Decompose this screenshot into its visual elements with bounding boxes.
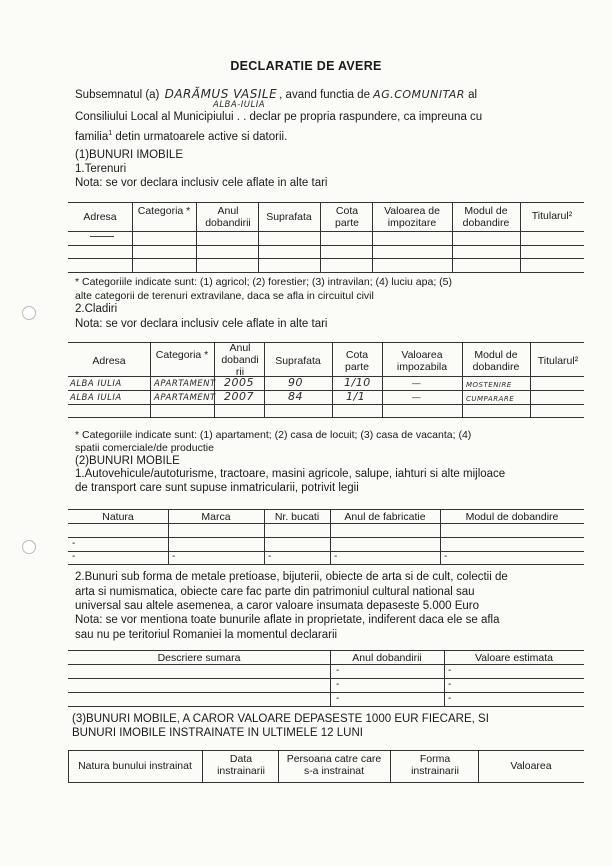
vehicles-col-modul: Modul de dobandire bbox=[465, 511, 559, 523]
alienated-col-persoana: Persoana catre care s-a instrainat bbox=[286, 753, 382, 777]
building-row2-cota: 1/1 bbox=[346, 390, 366, 403]
intro-family: familia bbox=[75, 130, 109, 143]
building-row1-categoria: APARTAMENT bbox=[154, 379, 216, 389]
land-table bbox=[68, 202, 584, 274]
section2-sub2-line4: Nota: se vor mentiona toate bunurile aflate in proprietate, indiferent daca ele se afla bbox=[75, 614, 500, 626]
vehicles-dash-6: - bbox=[444, 551, 448, 562]
building-table bbox=[68, 342, 584, 418]
valuables-dash-5: - bbox=[336, 693, 340, 704]
land-col-valoarea: Valoarea de impozitare bbox=[384, 205, 440, 229]
section3-heading-line2: BUNURI IMOBILE INSTRAINATE IN ULTIMELE 12 LUNI bbox=[72, 727, 363, 739]
punch-hole-top bbox=[22, 306, 36, 320]
vehicles-dash-5: - bbox=[334, 551, 338, 562]
section1-cladiri: 2.Cladiri bbox=[75, 303, 118, 315]
building-col-valoarea: Valoarea impozabila bbox=[396, 349, 448, 373]
valuables-dash-6: - bbox=[448, 693, 452, 704]
vehicles-table bbox=[68, 509, 584, 565]
document-title: DECLARATIE DE AVERE bbox=[230, 59, 382, 73]
land-col-suprafata: Suprafata bbox=[266, 211, 312, 223]
section1-terenuri: 1.Terenuri bbox=[75, 163, 127, 175]
building-row2-adresa: ALBA IULIA bbox=[70, 393, 122, 403]
council-name: ALBA-IULIA bbox=[213, 100, 266, 110]
land-footnote-1: * Categoriile indicate sunt: (1) agricol; (2) forestier; (3) intravilan; (4) luciu apa; (5) bbox=[75, 276, 452, 288]
valuables-col-anul: Anul dobandirii bbox=[352, 652, 422, 664]
vehicles-dash-1: - bbox=[72, 538, 76, 549]
punch-hole-bottom bbox=[22, 540, 36, 554]
alienated-col-data: Data instrainarii bbox=[217, 753, 265, 777]
intro-prefix: Subsemnatul (a) bbox=[75, 89, 160, 101]
valuables-dash-4: - bbox=[448, 679, 452, 690]
section2-sub1-line2: de transport care sunt supuse inmatricularii, potrivit legii bbox=[75, 482, 359, 494]
vehicles-col-nr: Nr. bucati bbox=[274, 511, 320, 523]
declarant-name: DARĂMUS VASILE bbox=[164, 87, 278, 101]
land-col-modul: Modul de dobandire bbox=[462, 205, 510, 229]
vehicles-dash-2: - bbox=[72, 551, 76, 562]
intro-suffix: al bbox=[468, 89, 478, 101]
valuables-dash-3: - bbox=[336, 679, 340, 690]
building-footnote-1: * Categoriile indicate sunt: (1) apartament; (2) casa de locuit; (3) casa de vacanta; (4) bbox=[75, 429, 472, 441]
vehicles-dash-4: - bbox=[268, 551, 272, 562]
building-row1-valoarea: — bbox=[412, 378, 421, 388]
building-col-cota: Cota parte bbox=[345, 349, 369, 373]
building-row1-adresa: ALBA IULIA bbox=[70, 379, 122, 389]
building-col-anul: Anul dobandi rii bbox=[221, 342, 259, 378]
building-footnote-2: spatii comerciale/de productie bbox=[75, 442, 214, 454]
vehicles-col-anul: Anul de fabricatie bbox=[344, 511, 426, 523]
section2-sub2-line1: 2.Bunuri sub forma de metale pretioase, bijuterii, obiecte de arta si de cult, colectii de bbox=[75, 571, 508, 583]
valuables-col-descriere: Descriere sumara bbox=[157, 652, 241, 664]
section1-note2: Nota: se vor declara inclusiv cele aflate in alte tari bbox=[75, 318, 328, 330]
land-col-titularul: Titularul² bbox=[531, 210, 573, 222]
section2-sub2-line2: arta si numismatica, obiecte care fac parte din patrimoniul cultural national sau bbox=[75, 586, 475, 598]
vehicles-col-natura: Natura bbox=[102, 511, 134, 523]
vehicles-dash-3: - bbox=[172, 551, 176, 562]
intro-line-3 bbox=[75, 127, 287, 144]
building-row2-anul: 2007 bbox=[224, 390, 254, 403]
valuables-table bbox=[68, 650, 584, 708]
declarant-function: AG.COMUNITAR bbox=[373, 88, 465, 101]
building-col-suprafata: Suprafata bbox=[275, 355, 321, 367]
intro-line-1 bbox=[75, 87, 477, 102]
alienated-col-forma: Forma instrainarii bbox=[411, 753, 459, 777]
footnote-ref-1: 1 bbox=[108, 130, 113, 137]
building-col-categoria: Categoria * bbox=[155, 349, 209, 361]
section3-heading-line1: (3)BUNURI MOBILE, A CAROR VALOARE DEPASESTE 1000 EUR FIECARE, SI bbox=[72, 713, 489, 725]
section1-heading: (1)BUNURI IMOBILE bbox=[75, 149, 183, 161]
section2-heading: (2)BUNURI MOBILE bbox=[75, 455, 180, 467]
building-row1-modul: MOSTENIRE bbox=[466, 381, 512, 389]
section1-note1: Nota: se vor declara inclusiv cele aflate in alte tari bbox=[75, 177, 328, 189]
building-row2-suprafata: 84 bbox=[288, 390, 303, 403]
land-row-strike bbox=[90, 236, 114, 237]
building-col-adresa: Adresa bbox=[92, 355, 126, 367]
valuables-dash-2: - bbox=[448, 665, 452, 676]
building-col-modul: Modul de dobandire bbox=[472, 349, 520, 373]
building-row2-valoarea: — bbox=[412, 392, 421, 402]
intro-mid: , avand functia de bbox=[279, 89, 370, 101]
land-footnote-2: alte categorii de terenuri extravilane, daca se afla in circuitul civil bbox=[75, 290, 374, 302]
building-row1-cota: 1/10 bbox=[344, 376, 371, 389]
land-col-cota: Cota parte bbox=[335, 205, 359, 229]
land-col-adresa: Adresa bbox=[83, 211, 117, 223]
alienated-col-valoarea: Valoarea bbox=[510, 760, 552, 772]
section2-sub1-line1: 1.Autovehicule/autoturisme, tractoare, masini agricole, salupe, iahturi si alte mijloace bbox=[75, 468, 506, 480]
section2-sub2-line3: universal sau altele asemenea, a caror valoare insumata depaseste 5.000 Euro bbox=[75, 600, 480, 612]
vehicles-col-marca: Marca bbox=[201, 511, 231, 523]
land-col-anul: Anul dobandirii bbox=[205, 205, 251, 229]
intro-family-suffix: detin urmatoarele active si datorii. bbox=[112, 130, 288, 143]
building-row1-anul: 2005 bbox=[224, 376, 254, 389]
section2-sub2-line5: sau nu pe teritoriul Romaniei la momentul declararii bbox=[75, 629, 338, 641]
valuables-dash-1: - bbox=[336, 665, 340, 676]
alienated-table bbox=[68, 750, 584, 790]
building-row1-suprafata: 90 bbox=[288, 376, 303, 389]
intro-line-2: Consiliului Local al Municipiului . . declar pe propria raspundere, ca impreuna cu bbox=[75, 111, 483, 123]
building-col-titularul: Titularul² bbox=[537, 355, 579, 367]
land-col-categoria: Categoria * bbox=[137, 205, 191, 217]
valuables-col-valoare: Valoare estimata bbox=[474, 652, 553, 664]
building-row2-categoria: APARTAMENT bbox=[154, 393, 216, 403]
building-row2-modul: CUMPARARE bbox=[466, 395, 515, 403]
alienated-col-natura: Natura bunului instrainat bbox=[78, 760, 192, 772]
